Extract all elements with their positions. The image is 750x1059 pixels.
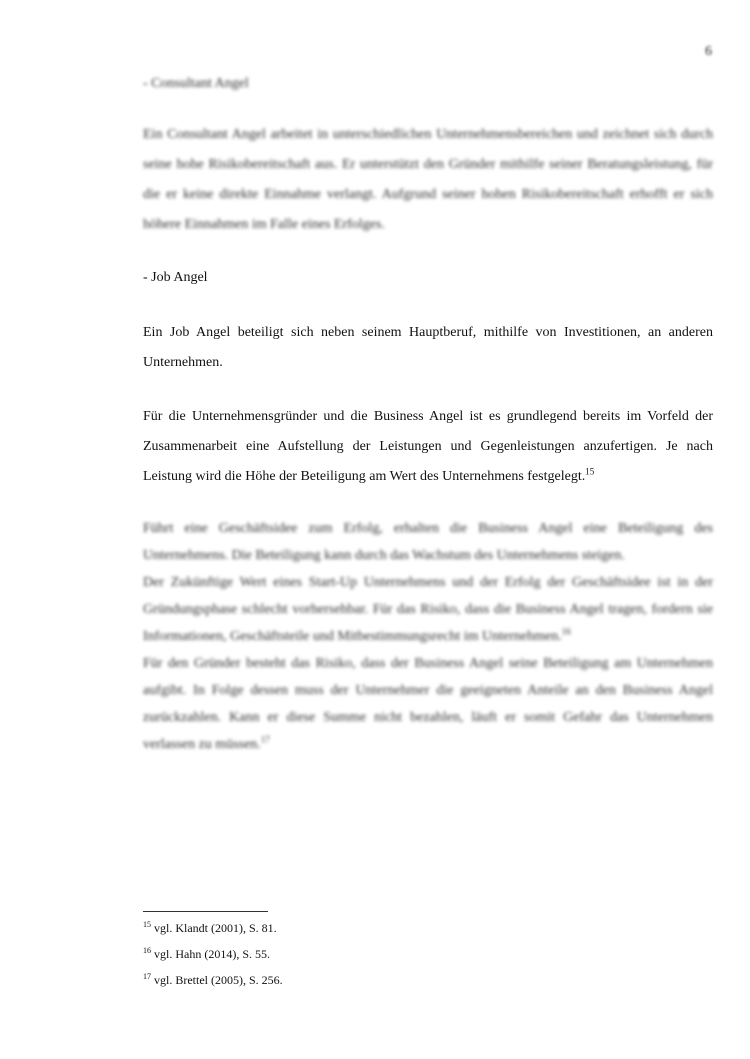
footnote-ref-17: 17 [260,734,270,745]
footnote-ref-16: 16 [561,626,571,637]
footnote-number: 15 [143,920,151,929]
footnote-17 [143,972,283,988]
success-paragraph-3-text: Für den Gründer besteht das Risiko, dass der Business Angel seine Beteiligung am Unternehmen aufgibt. In Folge dessen muss der Unternehmer die geeigneten Anteile an den Business Angel zurückzahlen. Kann er diese Summe nicht bezahlen, läuft er somit Gefahr das Unternehmen verlassen zu müssen. [143,656,713,752]
page-number: 6 [705,44,712,59]
success-paragraph-1: Führt eine Geschäftsidee zum Erfolg, erhalten die Business Angel eine Beteiligung des Unternehmens. Die Beteiligung kann durch das Wachstum des Unternehmens steigen. [143,521,713,563]
consultant-angel-paragraph: Ein Consultant Angel arbeitet in unterschiedlichen Unternehmensbereichen und zeichnet sich durch seine hohe Risikobereitschaft aus. Er unterstützt den Gründer mithilfe seiner Beratungsleistung, für die er keine direkte Einnahme verlangt. Aufgrund seiner hohen Risikobereitschaft erhofft er sich höhere Einnahmen im Falle eines Erfolges. [143,127,713,232]
footnote-text: vgl. Klandt (2001), S. 81. [154,921,277,935]
job-angel-paragraph: Ein Job Angel beteiligt sich neben seinem Hauptberuf, mithilfe von Investitionen, an anderen Unternehmen. [143,325,713,370]
consultant-angel-heading: - Consultant Angel [143,76,249,91]
job-angel-heading: - Job Angel [143,270,208,285]
footnote-text: vgl. Hahn (2014), S. 55. [154,947,270,961]
footnote-16 [143,946,270,962]
success-paragraphs [143,515,713,758]
footnote-number: 16 [143,946,151,955]
success-paragraph-2-text: Der Zukünftige Wert eines Start-Up Unternehmens und der Erfolg der Geschäftsidee ist in der Gründungsphase schlecht vorhersehbar. Für das Risiko, dass die Business Angel tragen, fordern sie Informationen, Geschäftsteile und Mitbestimmungsrecht im Unternehmen. [143,575,713,644]
success-paragraph-2 [143,569,713,650]
footnote-number: 17 [143,972,151,981]
footnote-text: vgl. Brettel (2005), S. 256. [154,973,283,987]
footnote-separator [143,911,268,912]
agreement-paragraph [143,402,713,492]
footnote-15 [143,920,277,936]
success-paragraph-3 [143,650,713,758]
agreement-text: Für die Unternehmensgründer und die Business Angel ist es grundlegend bereits im Vorfeld der Zusammenarbeit eine Aufstellung der Leistungen und Gegenleistungen anzufertigen. Je nach Leistung wird die Höhe der Beteiligung am Wert des Unternehmens festgelegt. [143,409,713,484]
footnote-ref-15: 15 [585,466,595,477]
